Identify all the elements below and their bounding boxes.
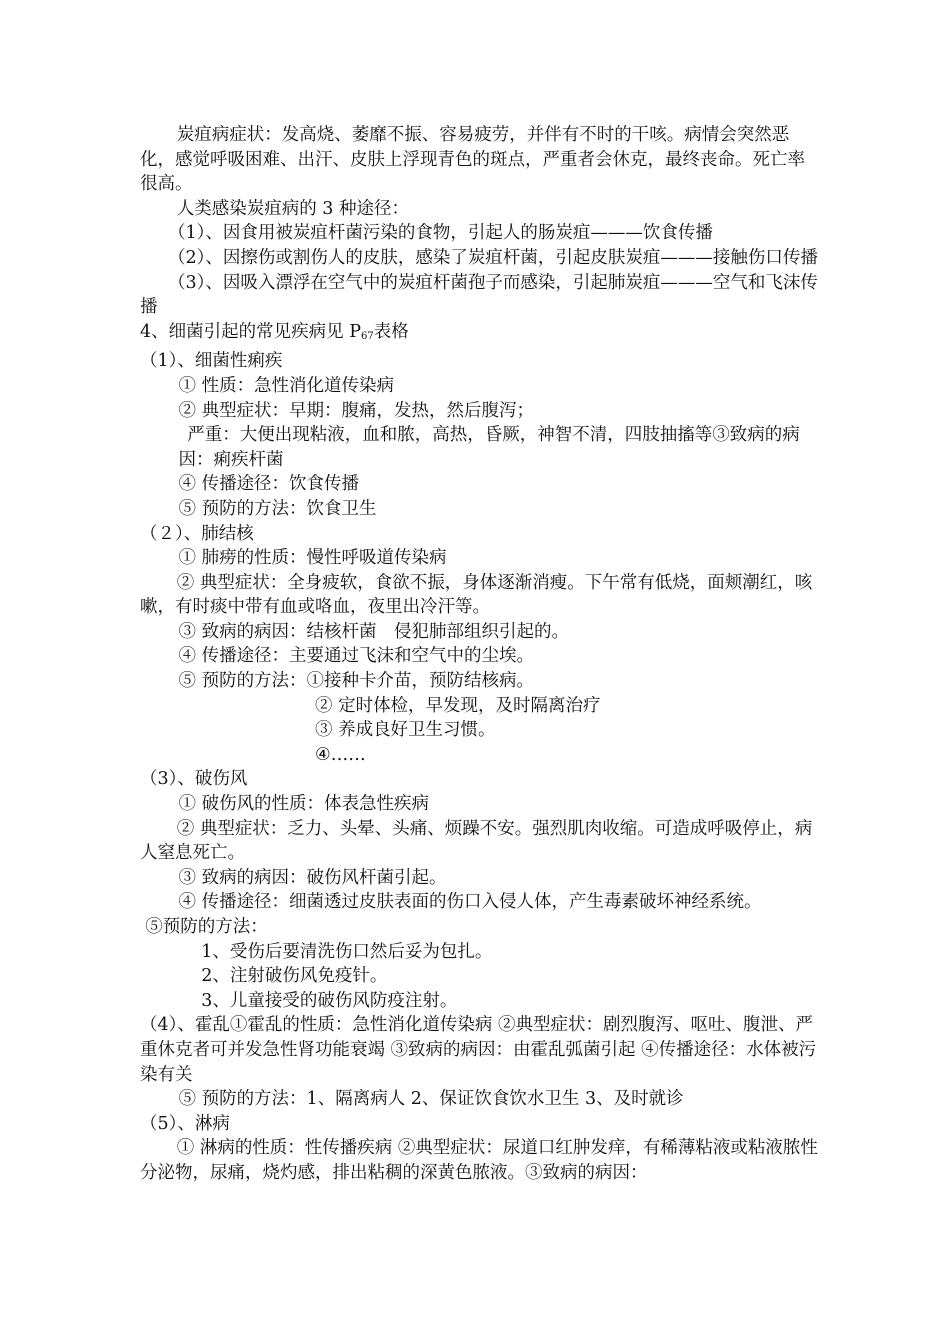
- section-4-heading: 4、细菌引起的常见疾病见 $P_{67}$表格: [140, 321, 409, 342]
- anthrax-routes-title: 人类感染炭疽病的 3 种途径：: [176, 198, 410, 219]
- tetanus-title: （3）、破伤风: [140, 769, 248, 790]
- anthrax-route-2: （2）、因擦伤或割伤人的皮肤，感染了炭疽杆菌，引起皮肤炭疽———接触伤口传播: [168, 247, 818, 268]
- tuberculosis-title: （２）、肺结核: [140, 523, 254, 544]
- tuberculosis-symptoms: ② 典型症状：全身疲软，食欲不振，身体逐渐消瘦。下午常有低烧，面颊潮红，咳嗽，有时痰中带有血或咯血，夜里出冷汗等。: [140, 572, 813, 618]
- document-body: [140, 123, 820, 1186]
- page-ref-subscript: 67: [360, 330, 374, 342]
- tuberculosis-prevention-3: ③ 养成良好卫生习惯。: [315, 720, 496, 741]
- anthrax-route-1: （1）、因食用被炭疽杆菌污染的食物，引起人的肠炭疽———饮食传播: [168, 223, 713, 244]
- anthrax-symptoms: 炭疽病症状：发高烧、萎靡不振、容易疲劳，并伴有不时的干咳。病情会突然恶化，感觉呼吸困难、出汗、皮肤上浮现青色的斑点，严重者会休克，最终丧命。死亡率很高。: [140, 125, 805, 195]
- cholera-prevention: ⑤ 预防的方法：1、隔离病人 2、保证饮食饮水卫生 3、及时就诊: [178, 1089, 684, 1110]
- gonorrhea-body: ① 淋病的性质：性传播疾病 ②典型症状：尿道口红肿发痒，有稀薄粘液或粘液脓性分泌物，尿痛，烧灼感，排出粘稠的深黄色脓液。③致病的病因：: [140, 1138, 818, 1183]
- tuberculosis-nature: ① 肺痨的性质：慢性呼吸道传染病: [178, 548, 447, 569]
- dysentery-nature: ① 性质：急性消化道传染病: [178, 375, 395, 396]
- dysentery-route: ④ 传播途径：饮食传播: [178, 474, 360, 495]
- tetanus-prevention-1: 1、受伤后要清洗伤口然后妥为包扎。: [201, 941, 493, 962]
- dysentery-symptoms-severe: 严重：大便出现粘液，血和脓，高热，昏厥，神智不清，四肢抽搐等③致病的病因：痢疾杆菌: [178, 425, 800, 470]
- tuberculosis-route: ④ 传播途径：主要通过飞沫和空气中的尘埃。: [178, 646, 535, 667]
- dysentery-prevention: ⑤ 预防的方法：饮食卫生: [178, 498, 377, 519]
- tetanus-cause: ③ 致病的病因：破伤风杆菌引起。: [178, 867, 447, 888]
- tuberculosis-prevention-2: ② 定时体检，早发现，及时隔离治疗: [315, 695, 601, 716]
- anthrax-route-3: （3）、因吸入漂浮在空气中的炭疽杆菌孢子而感染，引起肺炭疽———空气和飞沫传播: [140, 272, 818, 318]
- tuberculosis-cause: ③ 致病的病因：结核杆菌 侵犯肺部组织引起的。: [178, 621, 570, 642]
- dysentery-symptoms-early: ② 典型症状：早期：腹痛，发热，然后腹泻；: [178, 400, 535, 421]
- tetanus-symptoms: ② 典型症状：乏力、头晕、头痛、烦躁不安。强烈肌肉收缩。可造成呼吸停止，病人窒息死亡。: [140, 818, 813, 864]
- gonorrhea-title: （5）、淋病: [140, 1113, 230, 1134]
- tuberculosis-prevention-4: ④……: [315, 744, 366, 765]
- tetanus-prevention-3: 3、儿童接受的破伤风防疫注射。: [201, 990, 458, 1011]
- cholera-body: （4）、霍乱①霍乱的性质：急性消化道传染病 ②典型症状：剧烈腹泻、呕吐、腹泄、严重休克者可并发急性肾功能衰竭 ③致病的病因：由霍乱弧菌引起 ④传播途径：水体被污染有关: [140, 1015, 817, 1085]
- tuberculosis-prevention-1: ⑤ 预防的方法：①接种卡介苗，预防结核病。: [178, 671, 535, 692]
- tetanus-prevention-title: ⑤预防的方法：: [145, 917, 268, 937]
- dysentery-title: （1）、细菌性痢疾: [140, 351, 283, 372]
- tetanus-nature: ① 破伤风的性质：体表急性疾病: [178, 794, 430, 815]
- tetanus-route: ④ 传播途径：细菌透过皮肤表面的伤口入侵人体，产生毒素破坏神经系统。: [178, 892, 762, 913]
- tetanus-prevention-2: 2、注射破伤风免疫针。: [201, 966, 388, 987]
